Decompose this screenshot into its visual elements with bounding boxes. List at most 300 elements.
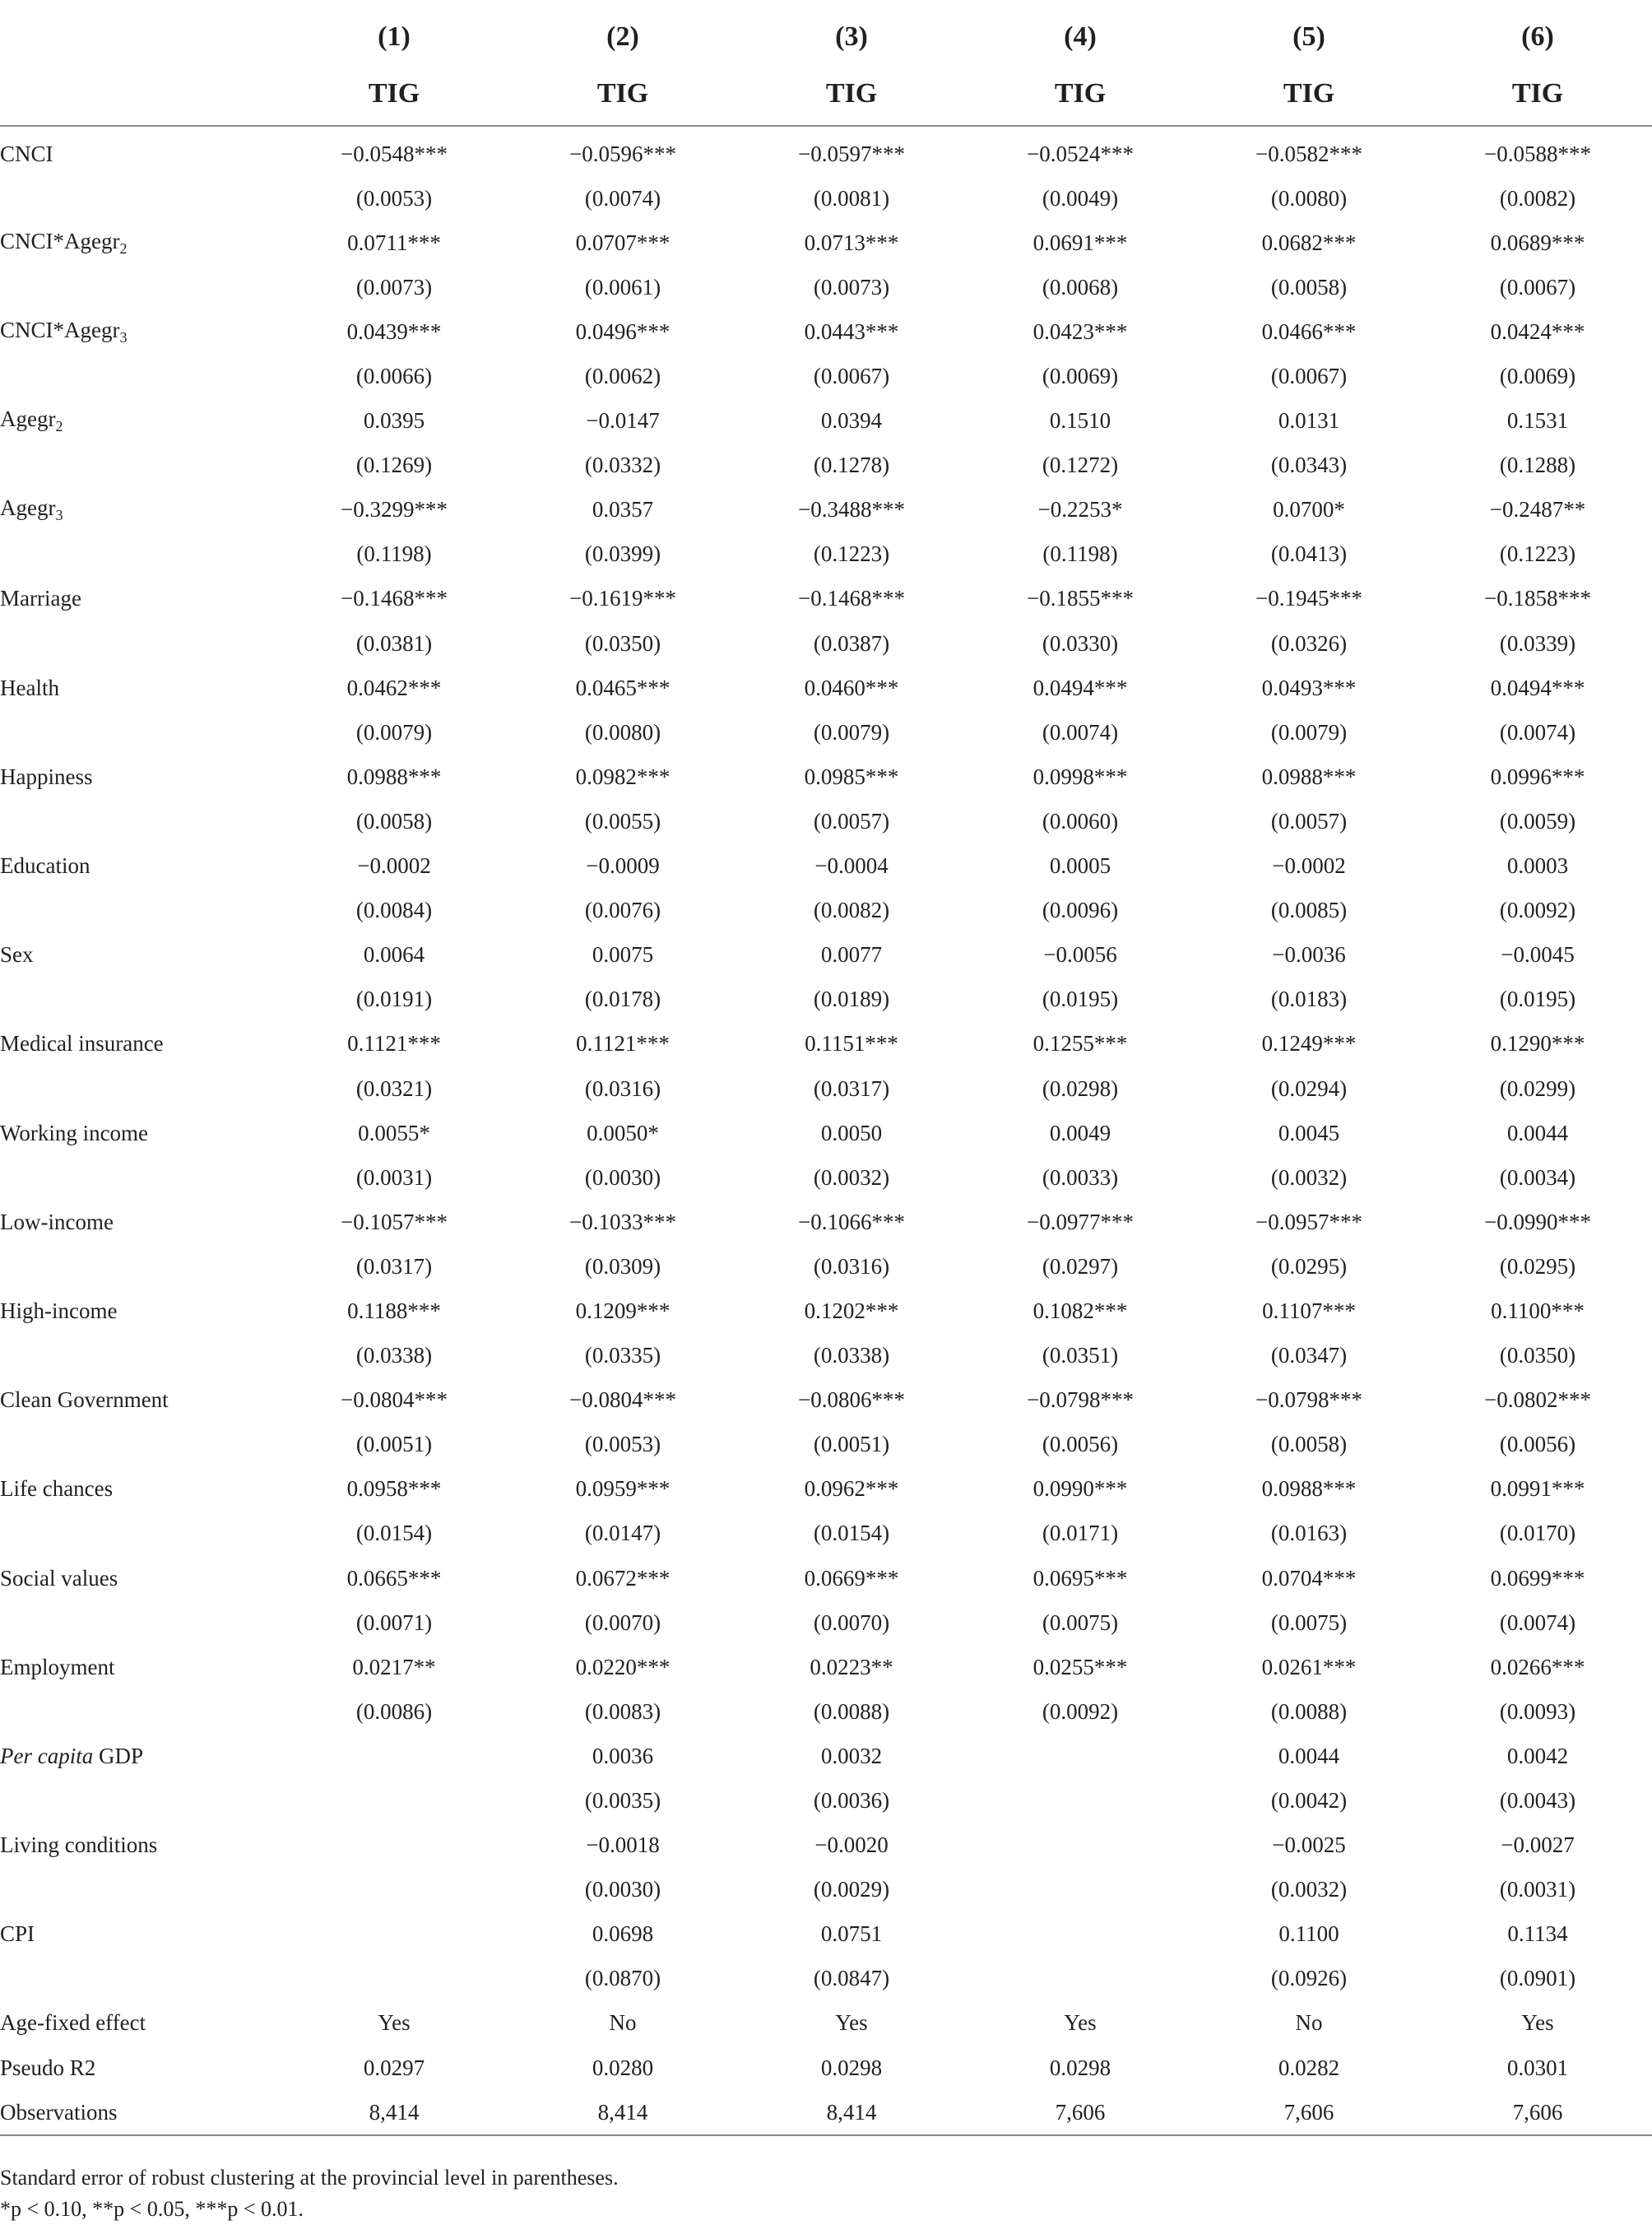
standard-error-cell: (0.0051) (355, 1432, 433, 1457)
standard-error-cell: (0.0068) (1042, 274, 1119, 300)
coefficient-cell: 0.0707*** (575, 230, 671, 255)
coefficient-cell: 0.1100*** (1491, 1298, 1585, 1323)
standard-error-cell: (0.0076) (584, 898, 661, 923)
footer-label: Pseudo R2 (0, 2055, 96, 2080)
coefficient-cell: 0.1082*** (1032, 1298, 1128, 1323)
table-header (0, 12, 1652, 126)
coefficient-cell: −0.1468*** (341, 586, 448, 611)
variable-label-text: GDP (93, 1743, 143, 1768)
column-number: (2) (606, 21, 639, 52)
standard-error-cell: (0.0069) (1499, 364, 1576, 389)
standard-error-cell (966, 1868, 1195, 1912)
standard-error-cell: (0.0154) (355, 1521, 433, 1546)
standard-error-cell: (0.0387) (813, 630, 890, 656)
table-row (0, 1467, 1652, 1512)
standard-error-cell (280, 1778, 508, 1823)
coefficient-cell: −0.0798*** (1255, 1387, 1362, 1413)
standard-error-cell: (0.0043) (1499, 1788, 1576, 1814)
variable-label (0, 933, 280, 978)
table-row (0, 1423, 1652, 1467)
table-row (0, 126, 1652, 176)
footer-value-cell: 0.0282 (1278, 2055, 1340, 2080)
coefficient-cell: −0.0027 (1501, 1832, 1575, 1858)
coefficient-cell: 0.0217** (352, 1654, 436, 1679)
standard-error-cell: (0.0057) (1270, 808, 1348, 834)
standard-error-cell: (0.0381) (355, 630, 433, 656)
table-row (0, 2090, 1652, 2135)
coefficient-cell: 0.1255*** (1032, 1031, 1128, 1057)
coefficient-cell: 0.0998*** (1032, 764, 1128, 789)
coefficient-cell (966, 1823, 1195, 1868)
standard-error-cell: (0.0080) (584, 719, 661, 745)
variable-label (0, 1022, 280, 1066)
coefficient-cell: −0.0002 (357, 853, 431, 879)
variable-label (0, 1645, 280, 1689)
standard-error-cell: (0.0317) (355, 1253, 433, 1279)
table-notes (0, 2162, 619, 2225)
table-row (0, 1512, 1652, 1556)
coefficient-cell: 0.1202*** (804, 1298, 899, 1323)
coefficient-cell: −0.3488*** (798, 497, 905, 523)
coefficient-cell: 0.0988*** (346, 764, 442, 789)
standard-error-cell: (0.1223) (1499, 541, 1576, 567)
standard-error-cell: (0.0178) (584, 987, 661, 1012)
coefficient-cell: −0.1855*** (1027, 586, 1134, 611)
column-number: (5) (1292, 21, 1325, 52)
variable-label (0, 755, 280, 799)
table-row (0, 532, 1652, 577)
coefficient-cell: 0.1121*** (347, 1031, 441, 1057)
coefficient-cell: 0.0959*** (575, 1476, 671, 1502)
se-label-empty (0, 1778, 280, 1823)
se-label-empty (0, 444, 280, 488)
coefficient-cell: 0.0220*** (575, 1654, 671, 1679)
standard-error-cell: (0.0086) (355, 1698, 433, 1724)
standard-error-cell: (0.0147) (584, 1521, 661, 1546)
standard-error-cell: (0.0343) (1270, 453, 1348, 478)
table-row (0, 399, 1652, 444)
coefficient-cell: −0.0798*** (1027, 1387, 1134, 1413)
coefficient-cell: −0.2253* (1037, 497, 1123, 523)
standard-error-cell: (0.0070) (584, 1609, 661, 1635)
coefficient-cell: 0.0394 (820, 408, 883, 434)
standard-error-cell: (0.0062) (584, 364, 661, 389)
table-body (0, 126, 1652, 2135)
variable-label-subscript: 2 (55, 418, 63, 435)
standard-error-cell (280, 1957, 508, 2001)
table-row (0, 1778, 1652, 1823)
table-row (0, 621, 1652, 666)
footer-value-cell: 0.0301 (1506, 2055, 1569, 2080)
standard-error-cell: (0.1198) (1042, 541, 1118, 567)
coefficient-cell: 0.0494*** (1490, 675, 1585, 700)
column-number: (1) (378, 21, 411, 52)
standard-error-cell: (0.0085) (1270, 898, 1348, 923)
variable-label-text: Health (0, 675, 59, 700)
standard-error-cell: (0.0347) (1270, 1343, 1348, 1368)
standard-error-cell: (0.0413) (1270, 541, 1348, 567)
coefficient-cell: 0.0672*** (575, 1565, 671, 1591)
coefficient-cell (280, 1912, 508, 1957)
standard-error-cell: (0.0056) (1042, 1432, 1119, 1457)
standard-error-cell: (0.0032) (813, 1164, 890, 1190)
variable-label-text: Marriage (0, 586, 81, 611)
standard-error-cell: (0.0033) (1042, 1164, 1119, 1190)
coefficient-cell: 0.0493*** (1261, 675, 1357, 700)
note-standard-error: Standard error of robust clustering at the provincial level in parentheses. (0, 2166, 619, 2190)
standard-error-cell: (0.0071) (355, 1609, 433, 1635)
variable-label-text: Employment (0, 1654, 115, 1679)
standard-error-cell: (0.0295) (1499, 1253, 1576, 1279)
coefficient-cell: 0.0689*** (1490, 230, 1585, 255)
standard-error-cell: (0.0901) (1499, 1966, 1576, 1991)
standard-error-cell: (0.0079) (1270, 719, 1348, 745)
note-significance: *p < 0.10, **p < 0.05, ***p < 0.01. (0, 2197, 304, 2221)
se-label-empty (0, 1066, 280, 1111)
standard-error-cell: (0.0171) (1042, 1521, 1119, 1546)
dependent-variable: TIG (1423, 63, 1652, 126)
footer-value-cell: No (609, 2010, 637, 2036)
coefficient-cell: −0.1858*** (1484, 586, 1591, 611)
footer-label: Observations (0, 2090, 280, 2135)
variable-label (0, 1912, 280, 1957)
standard-error-cell (280, 1868, 508, 1912)
standard-error-cell: (0.0321) (355, 1075, 433, 1101)
variable-label (0, 844, 280, 889)
coefficient-cell: −0.1033*** (569, 1209, 676, 1234)
standard-error-cell: (0.0081) (813, 185, 890, 211)
standard-error-cell: (0.0074) (1499, 719, 1576, 745)
standard-error-cell: (0.0350) (1499, 1343, 1576, 1368)
header-corner (0, 63, 280, 126)
coefficient-cell: 0.1188*** (347, 1298, 441, 1323)
standard-error-cell: (0.1278) (813, 453, 890, 478)
regression-table (0, 12, 1652, 2136)
coefficient-cell: 0.0665*** (346, 1565, 442, 1591)
variable-label-subscript: 3 (55, 507, 63, 524)
coefficient-cell: 0.1107*** (1262, 1298, 1356, 1323)
variable-label (0, 126, 280, 176)
standard-error-cell: (0.0049) (1042, 185, 1119, 211)
dependent-variable: TIG (1195, 63, 1423, 126)
se-label-empty (0, 1600, 280, 1645)
coefficient-cell: 0.0982*** (575, 764, 671, 789)
standard-error-cell: (0.1198) (356, 541, 432, 567)
footer-value-cell: 8,414 (280, 2090, 508, 2135)
variable-label (0, 666, 280, 710)
coefficient-cell: 0.0465*** (575, 675, 671, 700)
coefficient-cell: 0.0042 (1506, 1743, 1569, 1768)
variable-label-text: CNCI*Agegr (0, 317, 120, 342)
standard-error-cell: (0.0073) (813, 274, 890, 300)
se-label-empty (0, 621, 280, 666)
coefficient-cell: 0.0261*** (1261, 1654, 1357, 1679)
standard-error-cell: (0.0029) (813, 1877, 890, 1902)
standard-error-cell: (0.0030) (584, 1164, 661, 1190)
se-label-empty (0, 265, 280, 309)
variable-label-text: Living conditions (0, 1832, 158, 1858)
coefficient-cell (280, 1734, 508, 1778)
standard-error-cell: (0.0055) (584, 808, 661, 834)
variable-label-text: Education (0, 853, 90, 879)
footer-value-cell: 0.0297 (363, 2055, 425, 2080)
table-row (0, 354, 1652, 398)
column-number: (6) (1521, 21, 1554, 52)
standard-error-cell: (0.0080) (1270, 185, 1348, 211)
coefficient-cell: 0.0996*** (1490, 764, 1585, 789)
coefficient-cell: 0.1209*** (575, 1298, 671, 1323)
standard-error-cell (966, 1778, 1195, 1823)
footer-value-cell: 7,606 (1195, 2090, 1423, 2135)
coefficient-cell (966, 1912, 1195, 1957)
coefficient-cell: 0.0357 (592, 497, 654, 523)
standard-error-cell: (0.0036) (813, 1788, 890, 1814)
coefficient-cell: −0.0025 (1272, 1832, 1346, 1858)
variable-label-text: Medical insurance (0, 1031, 164, 1057)
standard-error-cell: (0.0096) (1042, 898, 1119, 923)
se-label-empty (0, 799, 280, 843)
coefficient-cell: 0.0005 (1049, 853, 1111, 879)
standard-error-cell: (0.0183) (1270, 987, 1348, 1012)
table-row (0, 1600, 1652, 1645)
se-label-empty (0, 1334, 280, 1378)
se-label-empty (0, 1689, 280, 1734)
coefficient-cell: 0.0698 (592, 1921, 654, 1947)
coefficient-cell: −0.0957*** (1255, 1209, 1362, 1234)
header-corner (0, 12, 280, 63)
coefficient-cell: −0.0597*** (798, 141, 905, 166)
variable-label-subscript: 2 (119, 239, 128, 257)
coefficient-cell: 0.1510 (1049, 408, 1111, 434)
coefficient-cell: 0.0032 (820, 1743, 883, 1768)
coefficient-cell: 0.0691*** (1032, 230, 1128, 255)
table-row (0, 1155, 1652, 1200)
coefficient-cell: 0.0045 (1278, 1120, 1340, 1145)
standard-error-cell: (0.0294) (1270, 1075, 1348, 1101)
standard-error-cell: (0.0093) (1499, 1698, 1576, 1724)
coefficient-cell: 0.0990*** (1032, 1476, 1128, 1502)
standard-error-cell: (0.0082) (813, 898, 890, 923)
table-row (0, 1823, 1652, 1868)
standard-error-cell: (0.0067) (1499, 274, 1576, 300)
coefficient-cell: −0.0036 (1272, 942, 1346, 968)
table-row (0, 710, 1652, 755)
coefficient-cell: −0.0977*** (1027, 1209, 1134, 1234)
standard-error-cell: (0.0069) (1042, 364, 1119, 389)
standard-error-cell: (0.0056) (1499, 1432, 1576, 1457)
footer-value-cell: 8,414 (508, 2090, 737, 2135)
standard-error-cell: (0.0075) (1042, 1609, 1119, 1635)
coefficient-cell: −0.1468*** (798, 586, 905, 611)
coefficient-cell: −0.0002 (1272, 853, 1346, 879)
column-number: (3) (835, 21, 868, 52)
standard-error-cell: (0.0399) (584, 541, 661, 567)
coefficient-cell: −0.0802*** (1484, 1387, 1591, 1413)
standard-error-cell: (0.0163) (1270, 1521, 1348, 1546)
footer-value-cell: Yes (378, 2010, 411, 2036)
dependent-variable: TIG (737, 63, 966, 126)
standard-error-cell: (0.0191) (355, 987, 433, 1012)
footer-value-cell: Yes (1521, 2010, 1554, 2036)
variable-label (0, 1556, 280, 1600)
table-row (0, 1066, 1652, 1111)
coefficient-cell: 0.0036 (592, 1743, 654, 1768)
table-row (0, 488, 1652, 532)
variable-label-text: CPI (0, 1921, 35, 1947)
table-row (0, 176, 1652, 221)
coefficient-cell: −0.0056 (1043, 942, 1117, 968)
standard-error-cell: (0.0067) (813, 364, 890, 389)
standard-error-cell: (0.0299) (1499, 1075, 1576, 1101)
standard-error-cell: (0.0070) (813, 1609, 890, 1635)
table-row (0, 1022, 1652, 1066)
dependent-variable-row (0, 63, 1652, 126)
standard-error-cell: (0.0297) (1042, 1253, 1119, 1279)
coefficient-cell: 0.0988*** (1261, 1476, 1357, 1502)
coefficient-cell: 0.0699*** (1490, 1565, 1585, 1591)
coefficient-cell: 0.0049 (1049, 1120, 1111, 1145)
variable-label-text: Life chances (0, 1476, 114, 1502)
standard-error-cell: (0.0079) (355, 719, 433, 745)
standard-error-cell: (0.0088) (813, 1698, 890, 1724)
coefficient-cell: 0.1249*** (1261, 1031, 1357, 1057)
coefficient-cell: −0.0990*** (1484, 1209, 1591, 1234)
coefficient-cell: 0.0466*** (1261, 318, 1357, 344)
variable-label-text: Social values (0, 1565, 118, 1591)
footer-value-cell: No (1295, 2010, 1323, 2036)
standard-error-cell: (0.0053) (355, 185, 433, 211)
table-row (0, 1734, 1652, 1778)
variable-label (0, 309, 280, 354)
variable-label (0, 399, 280, 444)
table-row (0, 1378, 1652, 1423)
variable-label (0, 221, 280, 265)
standard-error-cell: (0.0074) (1499, 1609, 1576, 1635)
standard-error-cell: (0.0316) (813, 1253, 890, 1279)
standard-error-cell: (0.0084) (355, 898, 433, 923)
standard-error-cell: (0.0060) (1042, 808, 1119, 834)
standard-error-cell: (0.0154) (813, 1521, 890, 1546)
table-row (0, 221, 1652, 265)
coefficient-cell: 0.0462*** (346, 675, 442, 700)
standard-error-cell: (0.0326) (1270, 630, 1348, 656)
coefficient-cell: 0.0003 (1506, 853, 1569, 879)
footer-value-cell: Yes (1064, 2010, 1097, 2036)
standard-error-cell: (0.0066) (355, 364, 433, 389)
standard-error-cell: (0.0058) (1270, 1432, 1348, 1457)
se-label-empty (0, 532, 280, 577)
variable-label (0, 1467, 280, 1512)
variable-label (0, 1823, 280, 1868)
standard-error-cell: (0.0330) (1042, 630, 1119, 656)
table-row (0, 1912, 1652, 1957)
standard-error-cell: (0.0067) (1270, 364, 1348, 389)
coefficient-cell: 0.0439*** (346, 318, 442, 344)
footer-value-cell: 7,606 (966, 2090, 1195, 2135)
table-row (0, 2046, 1652, 2090)
standard-error-cell: (0.0332) (584, 453, 661, 478)
se-label-empty (0, 1244, 280, 1289)
variable-label-text: CNCI*Agegr (0, 228, 120, 253)
table-row (0, 844, 1652, 889)
coefficient-cell: 0.0266*** (1490, 1654, 1585, 1679)
standard-error-cell: (0.0338) (813, 1343, 890, 1368)
variable-label (0, 1734, 280, 1778)
coefficient-cell: 0.1134 (1507, 1921, 1568, 1947)
standard-error-cell: (0.0316) (584, 1075, 661, 1101)
standard-error-cell: (0.0351) (1042, 1343, 1119, 1368)
table-row (0, 577, 1652, 621)
variable-label-italic: Per capita (0, 1743, 94, 1768)
coefficient-cell: 0.0695*** (1032, 1565, 1128, 1591)
variable-label-text: Agegr (0, 495, 56, 521)
table-row (0, 1200, 1652, 1244)
standard-error-cell: (0.0051) (813, 1432, 890, 1457)
footer-value-cell: 0.0298 (1049, 2055, 1111, 2080)
coefficient-cell: −0.1619*** (569, 586, 676, 611)
coefficient-cell: 0.0700* (1273, 497, 1345, 523)
column-number-row (0, 12, 1652, 63)
coefficient-cell: 0.0075 (592, 942, 654, 968)
se-label-empty (0, 1423, 280, 1467)
coefficient-cell: 0.0064 (363, 942, 425, 968)
coefficient-cell: 0.0424*** (1490, 318, 1585, 344)
coefficient-cell: 0.0713*** (804, 230, 899, 255)
coefficient-cell: 0.0131 (1278, 408, 1340, 434)
table-row (0, 2001, 1652, 2046)
variable-label-text: High-income (0, 1298, 118, 1323)
variable-label-text: Working income (0, 1120, 149, 1145)
se-label-empty (0, 1957, 280, 2001)
variable-label-subscript: 3 (119, 328, 128, 346)
coefficient-cell: 0.0460*** (804, 675, 899, 700)
variable-label (0, 1200, 280, 1244)
standard-error-cell: (0.0074) (1042, 719, 1119, 745)
coefficient-cell: 0.0055* (358, 1120, 430, 1145)
standard-error-cell: (0.0870) (584, 1966, 661, 1991)
se-label-empty (0, 1512, 280, 1556)
standard-error-cell: (0.0298) (1042, 1075, 1119, 1101)
table-row (0, 666, 1652, 710)
standard-error-cell: (0.0338) (355, 1343, 433, 1368)
footer-value-cell: 7,606 (1423, 2090, 1652, 2135)
standard-error-cell: (0.0335) (584, 1343, 661, 1368)
footer-value-cell: 0.0280 (592, 2055, 654, 2080)
table-row (0, 1244, 1652, 1289)
table-row (0, 1957, 1652, 2001)
coefficient-cell: −0.0548*** (341, 141, 448, 166)
coefficient-cell: −0.0004 (814, 853, 889, 879)
coefficient-cell: 0.0496*** (575, 318, 671, 344)
coefficient-cell: 0.0044 (1506, 1120, 1569, 1145)
coefficient-cell: 0.1290*** (1490, 1031, 1585, 1057)
standard-error-cell: (0.0035) (584, 1788, 661, 1814)
coefficient-cell: −0.0582*** (1255, 141, 1362, 166)
standard-error-cell: (0.0057) (813, 808, 890, 834)
coefficient-cell: −0.0524*** (1027, 141, 1134, 166)
variable-label-text: Clean Government (0, 1387, 169, 1413)
table-row (0, 1334, 1652, 1378)
coefficient-cell: 0.0991*** (1490, 1476, 1585, 1502)
coefficient-cell: 0.0958*** (346, 1476, 442, 1502)
coefficient-cell: 0.0494*** (1032, 675, 1128, 700)
table-row (0, 1556, 1652, 1600)
standard-error-cell: (0.0074) (584, 185, 661, 211)
footer-label: Age-fixed effect (0, 2010, 146, 2036)
standard-error-cell: (0.1269) (355, 453, 433, 478)
coefficient-cell: 0.0751 (820, 1921, 883, 1947)
coefficient-cell: −0.0018 (586, 1832, 660, 1858)
